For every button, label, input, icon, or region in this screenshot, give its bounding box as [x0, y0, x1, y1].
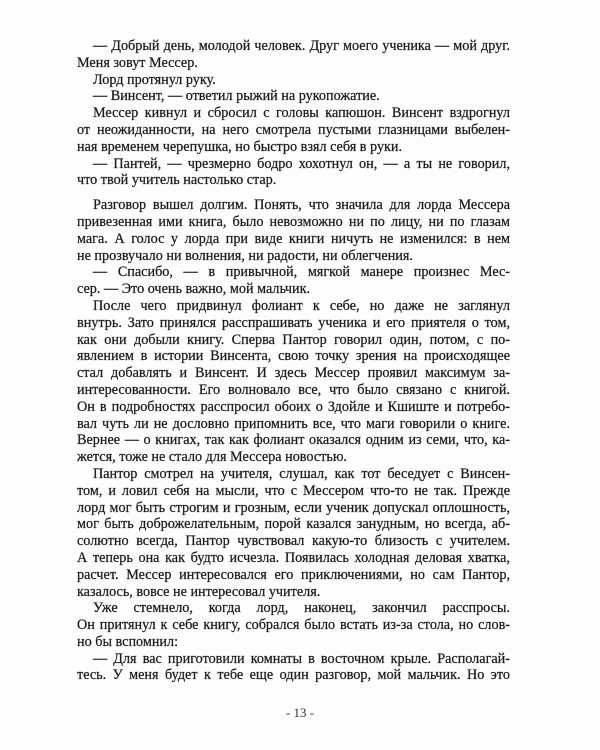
text-line: тесь. У меня будет к тебе еще один разговор, мой мальчик. Но это — [77, 667, 510, 684]
text-line: — Пантей, — чрезмерно бодро хохотнул он, — а ты не говорил, — [93, 155, 510, 172]
paragraph — [77, 38, 510, 72]
paragraph — [77, 298, 510, 466]
text-line: жется, тоже не стало для Мессера новостью. — [77, 449, 347, 466]
paragraph — [77, 88, 510, 105]
text-line: как они добыли книгу. Сперва Пантор говорил один, потом, с по- — [77, 331, 510, 348]
text-line: том, и ловил себя на мысли, что с Мессером что-то не так. Прежде — [77, 482, 510, 499]
text-line: — Добрый день, молодой человек. Друг моего ученика — мой друг. — [93, 38, 510, 54]
text-line: Лорд протянул руку. — [93, 71, 216, 88]
text-line: вал чуть ли не дословно припомнить все, что маги говорили о книге. — [77, 415, 510, 432]
paragraph — [77, 600, 510, 650]
paragraph — [77, 197, 510, 264]
text-line: Разговор вышел долгим. Понять, что значила для лорда Мессера — [93, 197, 510, 214]
paragraph — [77, 466, 510, 600]
text-section — [77, 197, 510, 684]
text-line: стал добавлять и Винсент. И здесь Мессер проявил максимум за- — [77, 365, 510, 382]
paragraph — [77, 651, 510, 685]
page-number: - 13 - — [285, 705, 315, 720]
paragraph — [77, 105, 510, 155]
text-line: мог быть доброжелательным, порой казался занудным, но всегда, аб- — [77, 516, 510, 533]
paragraph — [77, 156, 510, 190]
text-line: Пантор смотрел на учителя, слушал, как тот беседует с Винсен- — [93, 465, 510, 482]
text-line: Уже стемнело, когда лорд, наконец, закончил расспросы. — [93, 600, 510, 617]
text-line: Мессер кивнул и сбросил с головы капюшон. Винсент вздрогнул — [93, 105, 510, 122]
text-line: Он в подробностях расспросил обоих о Здойле и Кшиште и потребо- — [77, 398, 510, 415]
text-line: внутрь. Зато принялся расспрашивать ученика и его приятеля о том, — [77, 314, 510, 331]
text-line: А теперь она как будто исчезла. Появилась холодная деловая хватка, — [77, 549, 510, 566]
text-line: не прозвучало ни волнения, ни радости, ни облегчения. — [77, 247, 413, 264]
page-body-text — [77, 38, 510, 684]
text-line: от неожиданности, на него смотрела пустыми глазницами выбелен- — [77, 121, 510, 138]
text-line: явлением в истории Винсента, свою точку зрения на происходящее — [77, 348, 510, 365]
text-line: расчет. Мессер интересовался его приключениями, но сам Пантор, — [77, 566, 510, 583]
text-line: интересованности. Его волновало все, что было связано с книгой. — [77, 381, 510, 398]
text-line: После чего придвинул фолиант к себе, но даже не заглянул — [93, 297, 510, 314]
paragraph — [77, 264, 510, 298]
text-line: — Спасибо, — в привычной, мягкой манере произнес Мес- — [93, 264, 510, 281]
text-line: — Для вас приготовили комнаты в восточном крыле. Располагай- — [93, 650, 510, 667]
text-line: что твой учитель настолько стар. — [77, 172, 277, 189]
text-line: Вернее — о книгах, так как фолиант оказался одним из семи, что, ка- — [77, 432, 510, 449]
text-line: сер. — Это очень важно, мой мальчик. — [77, 281, 311, 298]
text-line: — Винсент, — ответил рыжий на рукопожатие. — [93, 88, 380, 105]
text-section — [77, 38, 510, 189]
text-line: Меня зовут Мессер. — [77, 54, 198, 71]
text-line: но бы вспомнил: — [77, 633, 179, 650]
text-line: мага. А голос у лорда при виде книги ничуть не изменился: в нем — [77, 230, 510, 247]
text-line: привезенная ими книга, было невозможно ни по лицу, ни по глазам — [77, 213, 510, 230]
text-line: ная временем черепушка, но быстро взял себя в руки. — [77, 138, 403, 155]
paragraph — [77, 72, 510, 89]
text-line: лорд мог быть строгим и грозным, если ученик допускал оплошность, — [77, 499, 510, 516]
text-line: казалось, вовсе не интересовал учителя. — [77, 583, 321, 600]
text-line: Он притянул к себе книгу, собрался было встать из-за стола, но слов- — [77, 617, 510, 634]
text-line: солютно всегда, Пантор чувствовал какую-то близость с учителем. — [77, 533, 510, 550]
